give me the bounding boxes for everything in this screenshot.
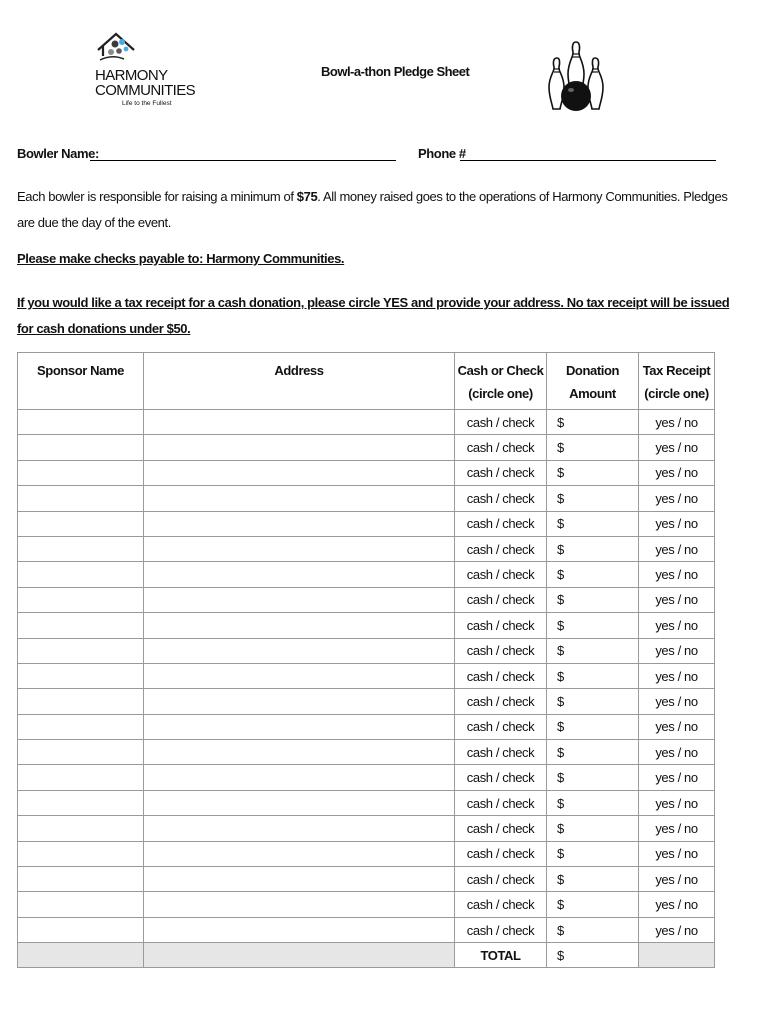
- address-cell[interactable]: [144, 867, 455, 892]
- sponsor-name-cell[interactable]: [18, 740, 144, 765]
- tax-receipt-cell[interactable]: yes / no: [639, 740, 715, 765]
- table-row: [18, 511, 715, 536]
- logo-tagline: Life to the Fullest: [122, 100, 172, 107]
- house-logo-icon: [94, 28, 138, 68]
- minimum-amount: $75: [296, 189, 318, 204]
- address-cell[interactable]: [144, 460, 455, 485]
- sponsor-name-cell[interactable]: [18, 867, 144, 892]
- table-header-row: [18, 353, 715, 410]
- table-row: [18, 663, 715, 688]
- sponsor-name-cell[interactable]: [18, 587, 144, 612]
- table-row: [18, 689, 715, 714]
- tax-receipt-cell[interactable]: yes / no: [639, 867, 715, 892]
- donation-amount-cell[interactable]: $: [547, 689, 639, 714]
- sponsor-name-cell[interactable]: [18, 714, 144, 739]
- donation-amount-cell[interactable]: $: [547, 511, 639, 536]
- cash-check-cell[interactable]: cash / check: [455, 435, 547, 460]
- intro-text-2: . All money raised goes to the operations of Harmony Communities. Pledges are due the day of the event.: [17, 189, 728, 230]
- tax-receipt-cell[interactable]: yes / no: [639, 663, 715, 688]
- donation-amount-cell[interactable]: $: [547, 841, 639, 866]
- phone-field[interactable]: [460, 160, 716, 161]
- address-cell[interactable]: [144, 790, 455, 815]
- tax-receipt-cell[interactable]: yes / no: [639, 613, 715, 638]
- tax-receipt-cell[interactable]: yes / no: [639, 536, 715, 561]
- donation-amount-cell[interactable]: $: [547, 714, 639, 739]
- address-cell[interactable]: [144, 435, 455, 460]
- cash-check-cell[interactable]: cash / check: [455, 740, 547, 765]
- address-cell[interactable]: [144, 816, 455, 841]
- cash-check-cell[interactable]: cash / check: [455, 486, 547, 511]
- sponsor-name-cell[interactable]: [18, 435, 144, 460]
- total-amount-cell[interactable]: $: [547, 943, 639, 968]
- pledge-table: [17, 352, 715, 968]
- logo-name-line2: COMMUNITIES: [95, 82, 196, 99]
- tax-receipt-cell[interactable]: yes / no: [639, 689, 715, 714]
- address-cell[interactable]: [144, 613, 455, 638]
- table-row: [18, 587, 715, 612]
- cash-check-cell[interactable]: cash / check: [455, 460, 547, 485]
- address-cell[interactable]: [144, 410, 455, 435]
- sponsor-name-cell[interactable]: [18, 613, 144, 638]
- total-row: [18, 943, 715, 968]
- bowler-name-field[interactable]: [90, 160, 396, 161]
- cash-check-cell[interactable]: cash / check: [455, 765, 547, 790]
- donation-amount-cell[interactable]: $: [547, 867, 639, 892]
- header-tax-receipt: Tax Receipt (circle one): [639, 353, 715, 410]
- table-row: [18, 892, 715, 917]
- sponsor-name-cell[interactable]: [18, 638, 144, 663]
- header-cash-or-check: Cash or Check (circle one): [455, 353, 547, 410]
- table-row: [18, 917, 715, 942]
- table-row: [18, 765, 715, 790]
- donation-amount-cell[interactable]: $: [547, 587, 639, 612]
- tax-receipt-cell[interactable]: yes / no: [639, 816, 715, 841]
- table-row: [18, 460, 715, 485]
- table-row: [18, 536, 715, 561]
- table-row: [18, 638, 715, 663]
- tax-receipt-cell[interactable]: yes / no: [639, 486, 715, 511]
- sponsor-name-cell[interactable]: [18, 562, 144, 587]
- phone-label: Phone #: [418, 146, 466, 161]
- address-cell[interactable]: [144, 841, 455, 866]
- cash-check-cell[interactable]: cash / check: [455, 613, 547, 638]
- table-row: [18, 435, 715, 460]
- sponsor-name-cell[interactable]: [18, 689, 144, 714]
- donation-amount-cell[interactable]: $: [547, 917, 639, 942]
- address-cell[interactable]: [144, 917, 455, 942]
- donation-amount-cell[interactable]: $: [547, 460, 639, 485]
- tax-receipt-cell[interactable]: yes / no: [639, 460, 715, 485]
- intro-paragraph: [17, 184, 743, 236]
- cash-check-cell[interactable]: cash / check: [455, 663, 547, 688]
- tax-receipt-cell[interactable]: yes / no: [639, 765, 715, 790]
- donation-amount-cell[interactable]: $: [547, 562, 639, 587]
- total-label: TOTAL: [455, 943, 547, 968]
- sponsor-name-cell[interactable]: [18, 917, 144, 942]
- donation-amount-cell[interactable]: $: [547, 536, 639, 561]
- cash-check-cell[interactable]: cash / check: [455, 689, 547, 714]
- sponsor-name-cell[interactable]: [18, 663, 144, 688]
- cash-check-cell[interactable]: cash / check: [455, 562, 547, 587]
- tax-receipt-cell[interactable]: yes / no: [639, 587, 715, 612]
- total-blank-cell: [144, 943, 455, 968]
- table-row: [18, 562, 715, 587]
- address-cell[interactable]: [144, 714, 455, 739]
- cash-check-cell[interactable]: cash / check: [455, 638, 547, 663]
- cash-check-cell[interactable]: cash / check: [455, 816, 547, 841]
- cash-check-cell[interactable]: cash / check: [455, 511, 547, 536]
- cash-check-cell[interactable]: cash / check: [455, 587, 547, 612]
- address-cell[interactable]: [144, 486, 455, 511]
- tax-receipt-cell[interactable]: yes / no: [639, 892, 715, 917]
- cash-check-cell[interactable]: cash / check: [455, 410, 547, 435]
- table-row: [18, 714, 715, 739]
- donation-amount-cell[interactable]: $: [547, 892, 639, 917]
- address-cell[interactable]: [144, 892, 455, 917]
- donation-amount-cell[interactable]: $: [547, 663, 639, 688]
- tax-receipt-cell[interactable]: yes / no: [639, 562, 715, 587]
- donation-amount-cell[interactable]: $: [547, 435, 639, 460]
- sponsor-name-cell[interactable]: [18, 536, 144, 561]
- cash-check-cell[interactable]: cash / check: [455, 867, 547, 892]
- tax-receipt-cell[interactable]: yes / no: [639, 435, 715, 460]
- tax-receipt-cell[interactable]: yes / no: [639, 410, 715, 435]
- logo-name-line1: HARMONY: [95, 67, 168, 84]
- header-address: Address: [144, 353, 455, 410]
- address-cell[interactable]: [144, 765, 455, 790]
- tax-receipt-cell[interactable]: yes / no: [639, 714, 715, 739]
- tax-receipt-cell[interactable]: yes / no: [639, 511, 715, 536]
- address-cell[interactable]: [144, 562, 455, 587]
- donation-amount-cell[interactable]: $: [547, 790, 639, 815]
- address-cell[interactable]: [144, 638, 455, 663]
- bowling-pins-icon: [543, 38, 609, 120]
- cash-check-cell[interactable]: cash / check: [455, 841, 547, 866]
- address-cell[interactable]: [144, 511, 455, 536]
- address-cell[interactable]: [144, 740, 455, 765]
- donation-amount-cell[interactable]: $: [547, 486, 639, 511]
- table-row: [18, 841, 715, 866]
- cash-check-cell[interactable]: cash / check: [455, 917, 547, 942]
- sponsor-name-cell[interactable]: [18, 790, 144, 815]
- sponsor-name-cell[interactable]: [18, 460, 144, 485]
- address-cell[interactable]: [144, 663, 455, 688]
- tax-receipt-cell[interactable]: yes / no: [639, 790, 715, 815]
- table-row: [18, 867, 715, 892]
- checks-payable-note: Please make checks payable to: Harmony Communities.: [17, 251, 345, 266]
- cash-check-cell[interactable]: cash / check: [455, 790, 547, 815]
- sponsor-name-cell[interactable]: [18, 841, 144, 866]
- table-row: [18, 410, 715, 435]
- header-donation-amount: Donation Amount: [547, 353, 639, 410]
- harmony-communities-logo: [92, 28, 196, 112]
- table-row: [18, 740, 715, 765]
- sponsor-name-cell[interactable]: [18, 892, 144, 917]
- table-row: [18, 486, 715, 511]
- page-title: Bowl-a-thon Pledge Sheet: [321, 64, 470, 79]
- address-cell[interactable]: [144, 536, 455, 561]
- sponsor-name-cell[interactable]: [18, 486, 144, 511]
- table-row: [18, 790, 715, 815]
- tax-receipt-cell[interactable]: yes / no: [639, 917, 715, 942]
- tax-receipt-cell[interactable]: yes / no: [639, 638, 715, 663]
- sponsor-name-cell[interactable]: [18, 410, 144, 435]
- donation-amount-cell[interactable]: $: [547, 410, 639, 435]
- table-row: [18, 816, 715, 841]
- donation-amount-cell[interactable]: $: [547, 816, 639, 841]
- donation-amount-cell[interactable]: $: [547, 638, 639, 663]
- tax-receipt-note: If you would like a tax receipt for a cash donation, please circle YES and provide your address. No tax receipt will be issued for cash donations under $50.: [17, 295, 730, 336]
- cash-check-cell[interactable]: cash / check: [455, 536, 547, 561]
- donation-amount-cell[interactable]: $: [547, 765, 639, 790]
- address-cell[interactable]: [144, 587, 455, 612]
- donation-amount-cell[interactable]: $: [547, 613, 639, 638]
- pledge-rows: [18, 410, 715, 968]
- sponsor-name-cell[interactable]: [18, 511, 144, 536]
- sponsor-name-cell[interactable]: [18, 816, 144, 841]
- table-row: [18, 613, 715, 638]
- cash-check-cell[interactable]: cash / check: [455, 714, 547, 739]
- intro-text-1: Each bowler is responsible for raising a minimum of: [17, 189, 297, 204]
- total-blank-cell: [18, 943, 144, 968]
- header-sponsor-name: Sponsor Name: [18, 353, 144, 410]
- tax-receipt-cell[interactable]: yes / no: [639, 841, 715, 866]
- address-cell[interactable]: [144, 689, 455, 714]
- total-blank-cell: [639, 943, 715, 968]
- donation-amount-cell[interactable]: $: [547, 740, 639, 765]
- bowler-name-label: Bowler Name:: [17, 146, 99, 161]
- sponsor-name-cell[interactable]: [18, 765, 144, 790]
- cash-check-cell[interactable]: cash / check: [455, 892, 547, 917]
